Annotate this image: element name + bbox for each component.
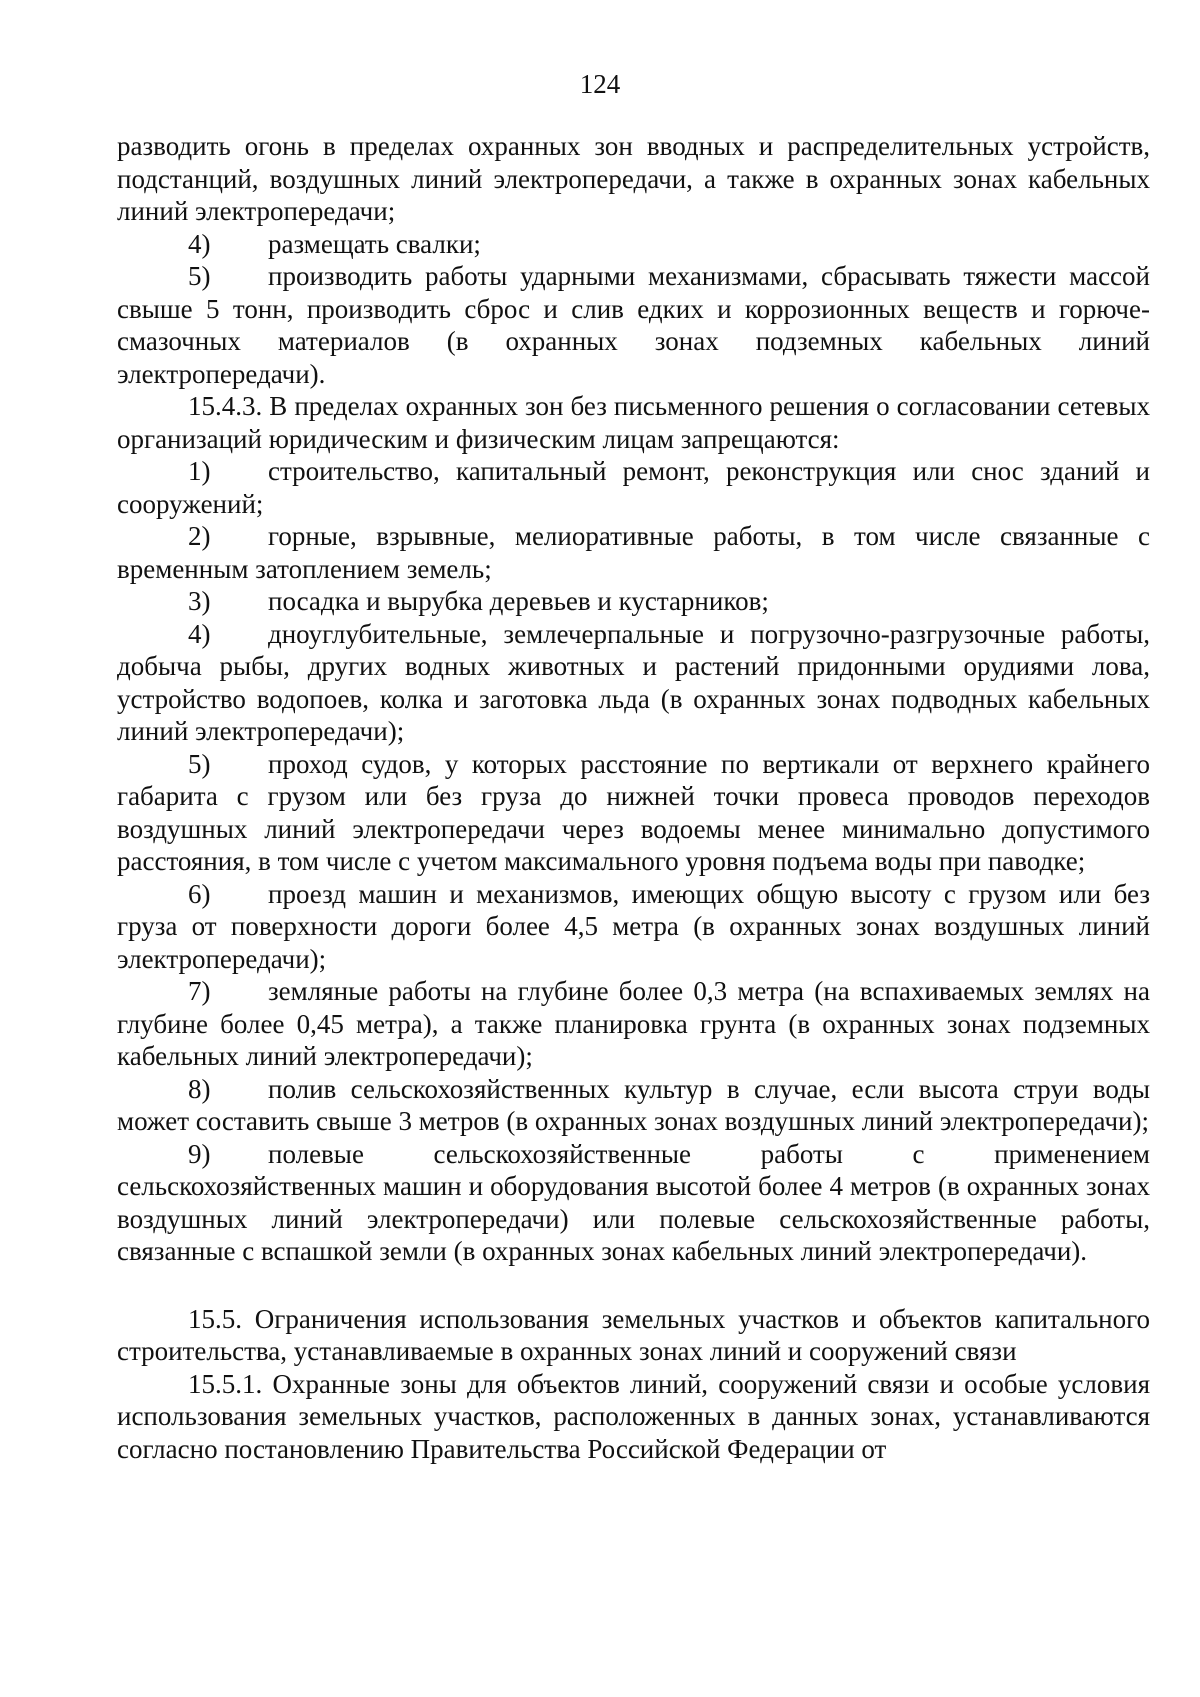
paragraph: 15.4.3. В пределах охранных зон без письменного решения о согласовании сетевых организаций юридическим и физическим лицам запрещаются: [117, 391, 1150, 454]
list-item-number: 2) [188, 521, 211, 551]
list-item-number: 5) [188, 748, 211, 779]
list-item [117, 455, 1150, 520]
paragraph: разводить огонь в пределах охранных зон вводных и распределительных устройств, подстанций, воздушных линий электропередачи, а также в охранных зонах кабельных линий электропередачи; [117, 131, 1150, 226]
list-item [117, 748, 1150, 878]
list-item-text: полив сельскохозяйственных культур в случае, если высота струи воды может составить свыше 3 метров (в охранных зонах воздушных линий электропередачи); [117, 1073, 1150, 1136]
list-item-number: 9) [188, 1138, 211, 1169]
list-item-text: строительство, капитальный ремонт, реконструкция или снос зданий и сооружений; [117, 456, 1150, 519]
list-item [117, 1138, 1150, 1268]
list-item-text: полевые сельскохозяйственные работы с применением сельскохозяйственных машин и оборудования высотой более 4 метров (в охранных зонах воздушных линий электропередачи) или полевые сельскохозяйственные работы, связанные с вспашкой земли (в охранных зонах кабельных линий электропередачи). [117, 1138, 1150, 1266]
document-body [117, 130, 1150, 1465]
list-item-text: посадка и вырубка деревьев и кустарников; [268, 586, 769, 616]
list-item [117, 520, 1150, 585]
list-item-number: 4) [188, 228, 211, 259]
paragraph: 15.5.1. Охранные зоны для объектов линий, сооружений связи и особые условия использования земельных участков, расположенных в данных зонах, устанавливаются согласно постановлению Правительства Российской Федерации от [117, 1368, 1150, 1464]
list-item-number: 6) [188, 878, 211, 909]
page-number: 124 [579, 69, 621, 99]
list-item-number: 7) [188, 976, 211, 1006]
list-item-number: 3) [188, 586, 211, 616]
list-item [117, 878, 1150, 976]
list-item-text: проезд машин и механизмов, имеющих общую высоту с грузом или без груза от поверхности дороги более 4,5 метра (в охранных зонах воздушных линий электропередачи); [117, 878, 1150, 974]
list-item-text: проход судов, у которых расстояние по вертикали от верхнего крайнего габарита с грузом или без груза до нижней точки провеса проводов переходов воздушных линий электропередачи через водоемы менее минимально допустимого расстояния, в том числе с учетом максимального уровня подъема воды при паводке; [117, 748, 1150, 876]
list-item-number: 1) [188, 456, 211, 486]
list-item-text: земляные работы на глубине более 0,3 метра (на вспахиваемых землях на глубине более 0,45 метра), а также планировка грунта (в охранных зонах подземных кабельных линий электропередачи); [117, 976, 1150, 1071]
list-item-number: 8) [188, 1073, 211, 1104]
list-item-text: размещать свалки; [268, 228, 481, 259]
paragraph-gap [117, 1268, 1150, 1303]
list-item-text: дноуглубительные, землечерпальные и погрузочно-разгрузочные работы, добыча рыбы, других водных животных и растений придонными орудиями лова, устройство водопоев, колка и заготовка льда (в охранных зонах подводных кабельных линий электропередачи); [117, 618, 1150, 746]
list-item [117, 260, 1150, 390]
list-item-text: производить работы ударными механизмами, сбрасывать тяжести массой свыше 5 тонн, производить сброс и слив едких и коррозионных веществ и горюче-смазочных материалов (в охранных зонах подземных кабельных линий электропередачи). [117, 261, 1150, 389]
list-item [117, 975, 1150, 1073]
list-item-text: горные, взрывные, мелиоративные работы, в том числе связанные с временным затоплением земель; [117, 521, 1150, 584]
list-item-number: 4) [188, 618, 211, 649]
list-item [117, 618, 1150, 748]
paragraph: 15.5. Ограничения использования земельных участков и объектов капитального строительства, устанавливаемые в охранных зонах линий и сооружений связи [117, 1303, 1150, 1366]
list-item [117, 228, 1150, 261]
list-item [117, 585, 1150, 618]
list-item-number: 5) [188, 261, 211, 291]
list-item [117, 1073, 1150, 1138]
